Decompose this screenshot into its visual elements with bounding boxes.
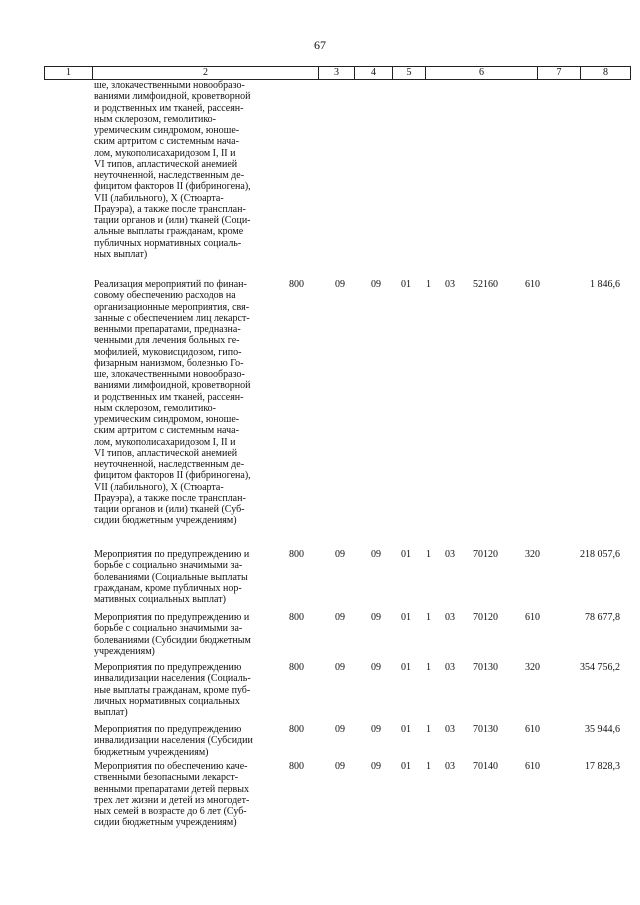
column-header-4: 4 — [355, 67, 393, 80]
col-4-value: 09 — [335, 662, 345, 673]
col-7-value: 610 — [525, 724, 540, 735]
col-6-part-4: 70140 — [473, 761, 498, 772]
col-6-part-1: 01 — [401, 724, 411, 735]
col-6-part-4: 70120 — [473, 549, 498, 560]
column-header-3: 3 — [319, 67, 355, 80]
col-6-part-3: 03 — [445, 724, 455, 735]
col-3-value: 800 — [289, 612, 304, 623]
col-5-value: 09 — [371, 612, 381, 623]
column-header-5: 5 — [393, 67, 426, 80]
row-description: Мероприятия по обеспечению каче- ственными безопасными лекарст- венными препаратами детей первых трех лет жизни и детей из многодет- ных семей в возрасте до 6 лет (Суб- сидии бюджетным учреждениям) — [94, 761, 250, 829]
col-5-value: 09 — [371, 662, 381, 673]
col-3-value: 800 — [289, 662, 304, 673]
row-description: Реализация мероприятий по финан- совому обеспечению расходов на организационные мероприятия, свя- занные с обеспечением лиц лекарст- венными препаратами, предназна- ченными для лечения больных ге- мофилией, муковисцидозом, гипо- физарным нанизмом, болезнью Го- ше, злокачественными новообразо- ваниями лимфоидной, кроветворной и родственных им тканей, рассеян- ным склерозом, гемолитико- уремическим синдромом, юноше- ским артритом с системным нача- лом, мукополисахаридозом I, II и VI типов, апластической анемией неуточненной, наследственным де- фицитом факторов II (фибриногена), VII (лабильного), X (Стюарта- Прауэра), а также после трансплан- тации органов и (или) тканей (Суб- сидии бюджетным учреждениям) — [94, 279, 251, 527]
row-description: Мероприятия по предупреждению инвалидизации населения (Субсидии бюджетным учреждениям) — [94, 724, 253, 758]
row-description: Мероприятия по предупреждению инвалидизации населения (Социаль- ные выплаты гражданам, кроме пуб- личных нормативных социальных выплат) — [94, 662, 251, 718]
col-4-value: 09 — [335, 549, 345, 560]
col-7-value: 320 — [525, 549, 540, 560]
col-6-part-2: 1 — [426, 662, 431, 673]
col-4-value: 09 — [335, 279, 345, 290]
col-6-part-1: 01 — [401, 662, 411, 673]
row-description: Мероприятия по предупреждению и борьбе с социально значимыми за- болеваниями (Субсидии бюджетным учреждениям) — [94, 612, 251, 657]
col-7-value: 610 — [525, 761, 540, 772]
col-6-part-4: 70130 — [473, 724, 498, 735]
col-8-amount: 1 846,6 — [590, 279, 620, 290]
col-6-part-4: 70120 — [473, 612, 498, 623]
column-header-2: 2 — [93, 67, 319, 80]
col-8-amount: 354 756,2 — [580, 662, 620, 673]
col-6-part-2: 1 — [426, 724, 431, 735]
col-6-part-1: 01 — [401, 549, 411, 560]
col-5-value: 09 — [371, 279, 381, 290]
col-6-part-1: 01 — [401, 612, 411, 623]
col-3-value: 800 — [289, 724, 304, 735]
row-description: ше, злокачественными новообразо- ваниями лимфоидной, кроветворной и родственных им тканей, рассеян- ным склерозом, гемолитико- уремическим синдромом, юноше- ским артритом с системным нача- лом, мукополисахаридозом I, II и VI типов, апластической анемией неуточненной, наследственным де- фицитом факторов II (фибриногена), VII (лабильного), X (Стюарта- Прауэра), а также после трансплан- тации органов и (или) тканей (Соци- альные выплаты гражданам, кроме публичных нормативных социаль- ных выплат) — [94, 80, 251, 260]
col-3-value: 800 — [289, 279, 304, 290]
col-6-part-3: 03 — [445, 761, 455, 772]
col-4-value: 09 — [335, 612, 345, 623]
col-6-part-2: 1 — [426, 761, 431, 772]
col-3-value: 800 — [289, 761, 304, 772]
col-5-value: 09 — [371, 549, 381, 560]
col-6-part-1: 01 — [401, 761, 411, 772]
col-6-part-2: 1 — [426, 549, 431, 560]
col-6-part-3: 03 — [445, 662, 455, 673]
col-7-value: 610 — [525, 612, 540, 623]
col-8-amount: 17 828,3 — [585, 761, 620, 772]
column-header-1: 1 — [45, 67, 93, 80]
column-header-7: 7 — [538, 67, 581, 80]
col-6-part-2: 1 — [426, 612, 431, 623]
col-7-value: 320 — [525, 662, 540, 673]
col-6-part-4: 52160 — [473, 279, 498, 290]
col-3-value: 800 — [289, 549, 304, 560]
col-4-value: 09 — [335, 761, 345, 772]
column-header-table — [44, 66, 631, 80]
col-4-value: 09 — [335, 724, 345, 735]
page-number: 67 — [314, 38, 326, 52]
col-6-part-3: 03 — [445, 549, 455, 560]
column-header-row — [45, 67, 631, 80]
col-6-part-3: 03 — [445, 612, 455, 623]
row-description: Мероприятия по предупреждению и борьбе с социально значимыми за- болеваниями (Социальные выплаты гражданам, кроме публичных нор- мативных социальных выплат) — [94, 549, 250, 605]
col-8-amount: 35 944,6 — [585, 724, 620, 735]
col-7-value: 610 — [525, 279, 540, 290]
col-5-value: 09 — [371, 724, 381, 735]
col-6-part-4: 70130 — [473, 662, 498, 673]
col-8-amount: 78 677,8 — [585, 612, 620, 623]
col-6-part-3: 03 — [445, 279, 455, 290]
col-5-value: 09 — [371, 761, 381, 772]
column-header-8: 8 — [581, 67, 631, 80]
col-6-part-1: 01 — [401, 279, 411, 290]
column-header-6: 6 — [426, 67, 538, 80]
col-8-amount: 218 057,6 — [580, 549, 620, 560]
col-6-part-2: 1 — [426, 279, 431, 290]
